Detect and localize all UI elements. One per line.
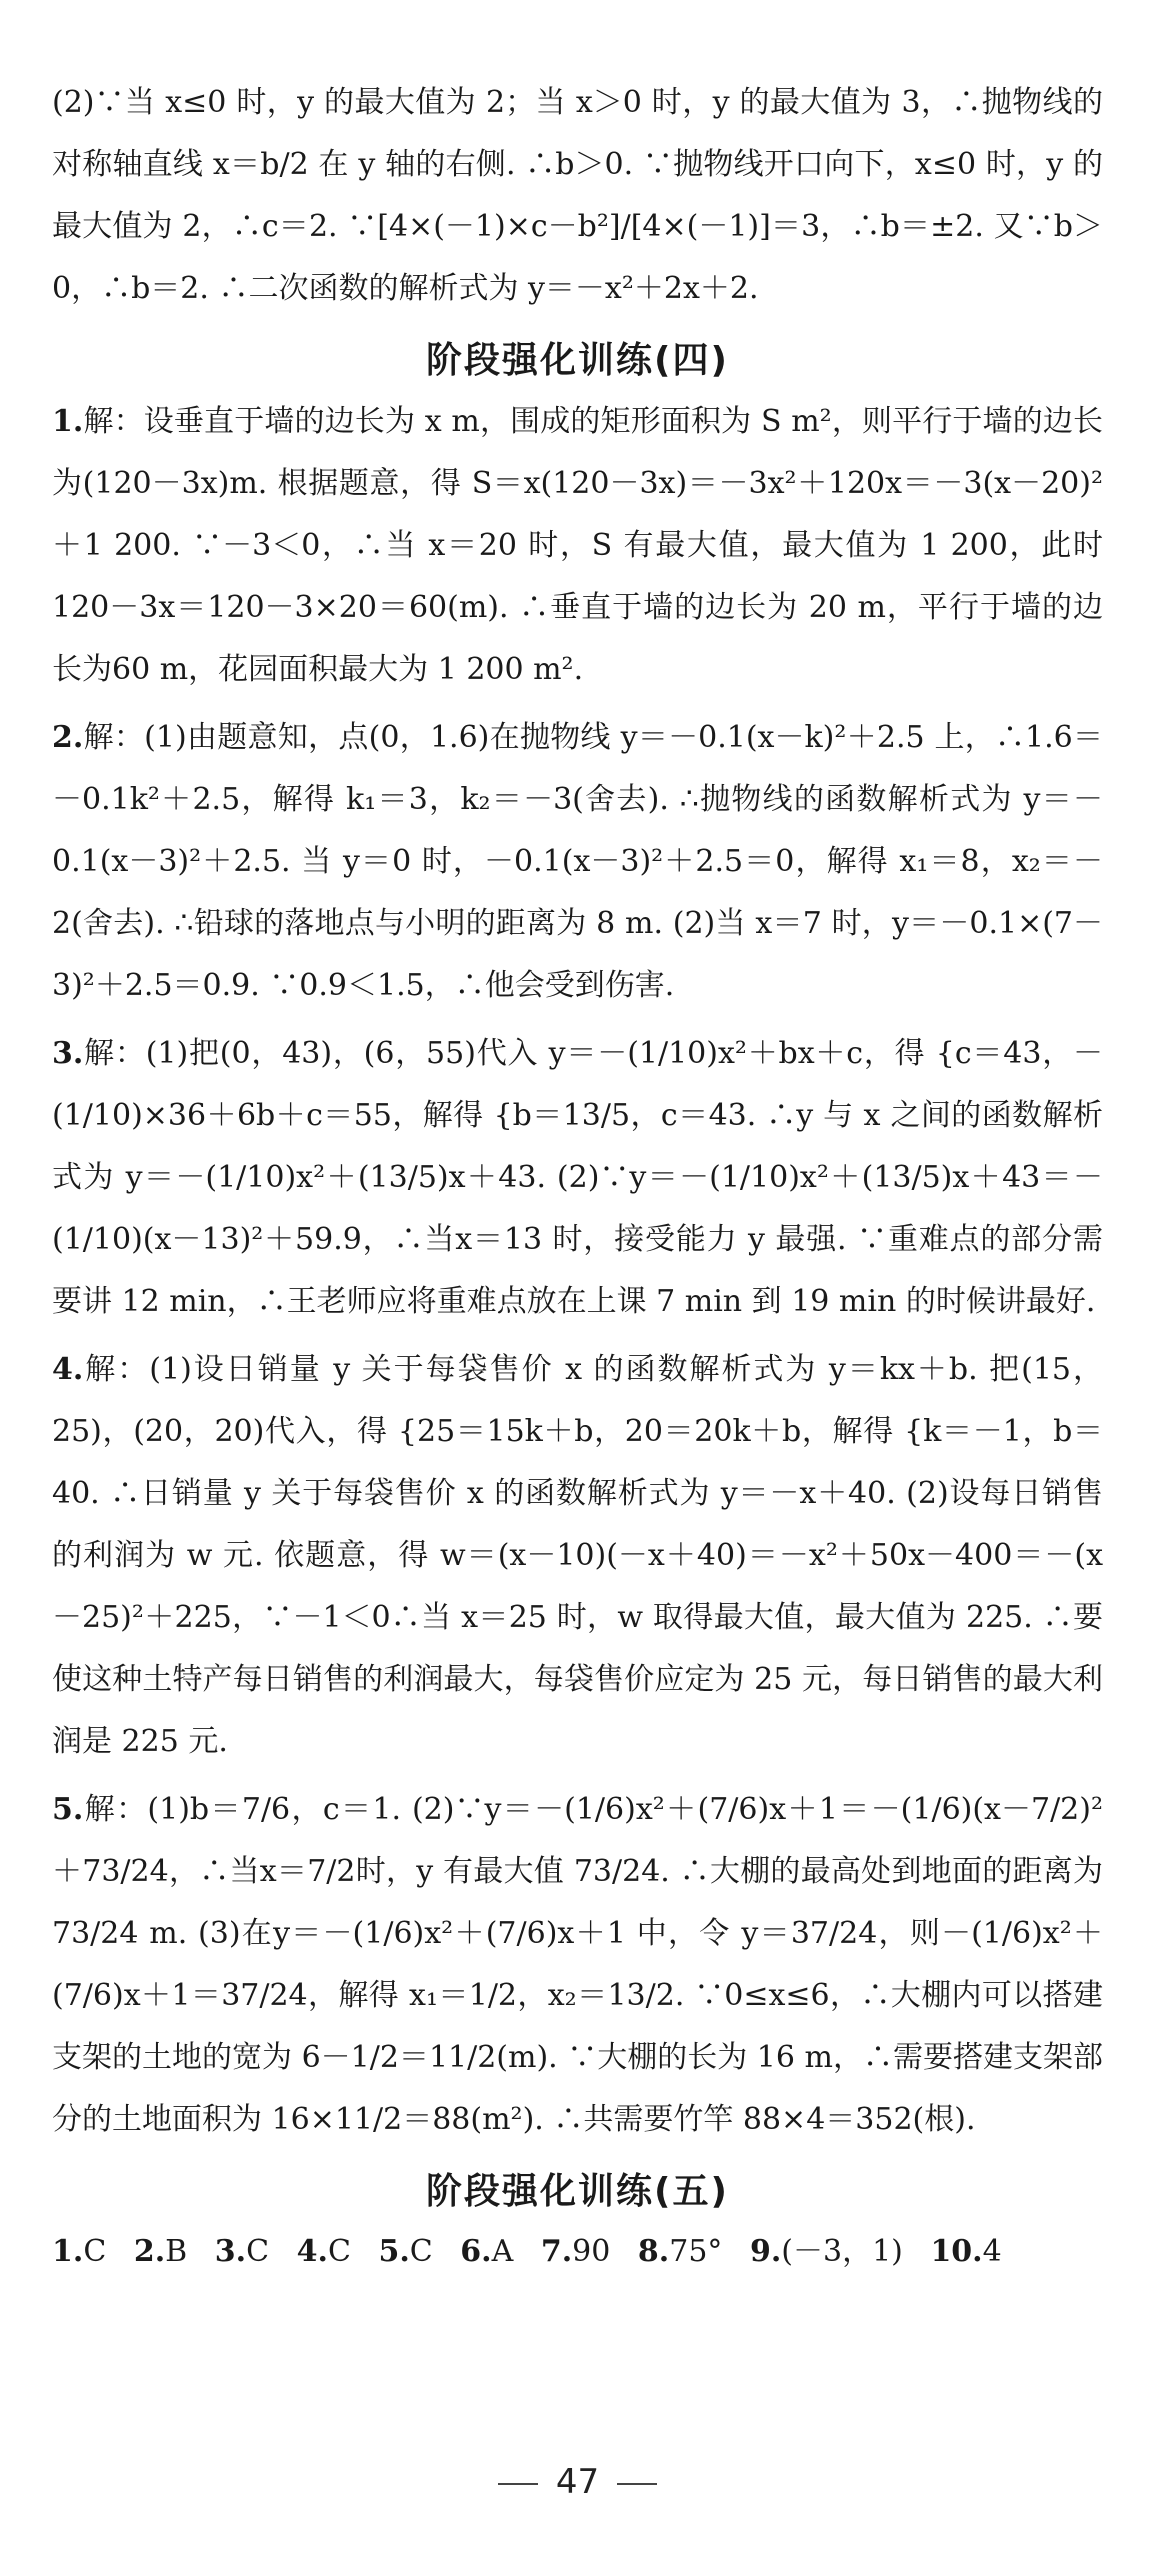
answer-item: [52, 2234, 106, 2269]
answer-item: [134, 2234, 187, 2269]
paragraph-part2: (2)∵当 x≤0 时，y 的最大值为 2；当 x＞0 时，y 的最大值为 3，∴抛物线的对称轴直线 x＝b/2 在 y 轴的右侧. ∴b＞0. ∵抛物线开口向下，x≤0 时，y 的最大值为 2，∴c＝2. ∵[4×(－1)×c－b²]/[4×(－1)]＝3，∴b＝±2. 又∵b＞0，∴b＝2. ∴二次函数的解析式为 y＝－x²＋2x＋2.: [52, 85, 1103, 306]
answer-value: C: [327, 2234, 351, 2269]
answer-value: 75°: [669, 2234, 723, 2269]
answer-value: C: [409, 2234, 433, 2269]
footer-dash-left: [498, 2483, 538, 2485]
problem-number: 2.: [52, 720, 84, 755]
answer-value: C: [246, 2234, 270, 2269]
problem-number: 1.: [52, 404, 84, 439]
answer-number: 8.: [637, 2234, 670, 2269]
problem-4: [52, 1339, 1103, 1773]
answer-value: A: [491, 2234, 514, 2269]
answer-number: 3.: [214, 2234, 247, 2269]
answer-list: [52, 2222, 1103, 2282]
section-title-5: 阶段强化训练(五): [426, 2171, 729, 2212]
answer-number: 5.: [378, 2234, 410, 2269]
problem-text: 解：设垂直于墙的边长为 x m，围成的矩形面积为 S m²，则平行于墙的边长为(120－3x)m. 根据题意，得 S＝x(120－3x)＝－3x²＋120x＝－3(x－20)²＋1 200. ∵－3＜0，∴当 x＝20 时，S 有最大值，最大值为 1 200，此时 120－3x＝120－3×20＝60(m). ∴垂直于墙的边长为 20 m，平行于墙的边长为60 m，花园面积最大为 1 200 m².: [52, 404, 1103, 687]
answer-value: C: [83, 2234, 107, 2269]
answer-number: 7.: [540, 2234, 573, 2269]
problem-number: 3.: [52, 1036, 84, 1071]
answer-item: [930, 2234, 1001, 2269]
answer-value: 90: [572, 2234, 611, 2269]
answer-value: B: [165, 2234, 188, 2269]
problem-3: [52, 1023, 1103, 1333]
problem-number: 5.: [52, 1792, 84, 1827]
section-title-4: 阶段强化训练(四): [426, 340, 729, 381]
page-number: 47: [555, 2462, 600, 2502]
problem-2: [52, 707, 1103, 1017]
answer-item: [378, 2234, 432, 2269]
answer-item: [541, 2234, 611, 2269]
problem-1: [52, 391, 1103, 701]
page-footer: [0, 2462, 1155, 2502]
answer-item: [750, 2234, 903, 2269]
problem-text: 解：(1)设日销量 y 关于每袋售价 x 的函数解析式为 y＝kx＋b. 把(15，25)，(20，20)代入，得 {25＝15k＋b，20＝20k＋b，解得 {k＝－1，b＝40. ∴日销量 y 关于每袋售价 x 的函数解析式为 y＝－x＋40. (2)设每日销售的利润为 w 元. 依题意，得 w＝(x－10)(－x＋40)＝－x²＋50x－400＝－(x－25)²＋225，∵－1＜0∴当 x＝25 时，w 取得最大值，最大值为 225. ∴要使这种土特产每日销售的利润最大，每袋售价应定为 25 元，每日销售的最大利润是 225 元.: [52, 1352, 1103, 1759]
footer-dash-right: [617, 2483, 657, 2485]
problem-5: [52, 1779, 1103, 2151]
answer-value: 4: [982, 2234, 1002, 2269]
answer-number: 10.: [930, 2234, 983, 2269]
answer-item: [297, 2234, 351, 2269]
answer-item: [638, 2234, 723, 2269]
problem-number: 4.: [52, 1352, 84, 1387]
answer-number: 6.: [460, 2234, 492, 2269]
answer-item: [460, 2234, 513, 2269]
answer-number: 4.: [296, 2234, 328, 2269]
problem-text: 解：(1)把(0，43)，(6，55)代入 y＝－(1/10)x²＋bx＋c，得 {c＝43，－(1/10)×36＋6b＋c＝55，解得 {b＝13/5，c＝43. ∴y 与 x 之间的函数解析式为 y＝－(1/10)x²＋(13/5)x＋43. (2)∵y＝－(1/10)x²＋(13/5)x＋43＝－(1/10)(x－13)²＋59.9，∴当x＝13 时，接受能力 y 最强. ∵重难点的部分需要讲 12 min，∴王老师应将重难点放在上课 7 min 到 19 min 的时候讲最好.: [52, 1036, 1103, 1319]
problem-text: 解：(1)b＝7/6，c＝1. (2)∵y＝－(1/6)x²＋(7/6)x＋1＝－(1/6)(x－7/2)²＋73/24，∴当x＝7/2时，y 有最大值 73/24. ∴大棚的最高处到地面的距离为 73/24 m. (3)在y＝－(1/6)x²＋(7/6)x＋1 中，令 y＝37/24，则－(1/6)x²＋(7/6)x＋1＝37/24，解得 x₁＝1/2，x₂＝13/2. ∵0≤x≤6，∴大棚内可以搭建支架的土地的宽为 6－1/2＝11/2(m). ∵大棚的长为 16 m，∴需要搭建支架部分的土地面积为 16×11/2＝88(m²). ∴共需要竹竿 88×4＝352(根).: [52, 1792, 1103, 2137]
problem-text: 解：(1)由题意知，点(0，1.6)在抛物线 y＝－0.1(x－k)²＋2.5 上，∴1.6＝－0.1k²＋2.5，解得 k₁＝3，k₂＝－3(舍去). ∴抛物线的函数解析式为 y＝－0.1(x－3)²＋2.5. 当 y＝0 时，－0.1(x－3)²＋2.5＝0，解得 x₁＝8，x₂＝－2(舍去). ∴铅球的落地点与小明的距离为 8 m. (2)当 x＝7 时，y＝－0.1×(7－3)²＋2.5＝0.9. ∵0.9＜1.5，∴他会受到伤害.: [52, 720, 1103, 1003]
answer-number: 1.: [52, 2234, 84, 2269]
answer-number: 2.: [133, 2234, 166, 2269]
answer-number: 9.: [749, 2234, 782, 2269]
answer-value: (－3，1): [781, 2234, 903, 2269]
answer-item: [215, 2234, 269, 2269]
